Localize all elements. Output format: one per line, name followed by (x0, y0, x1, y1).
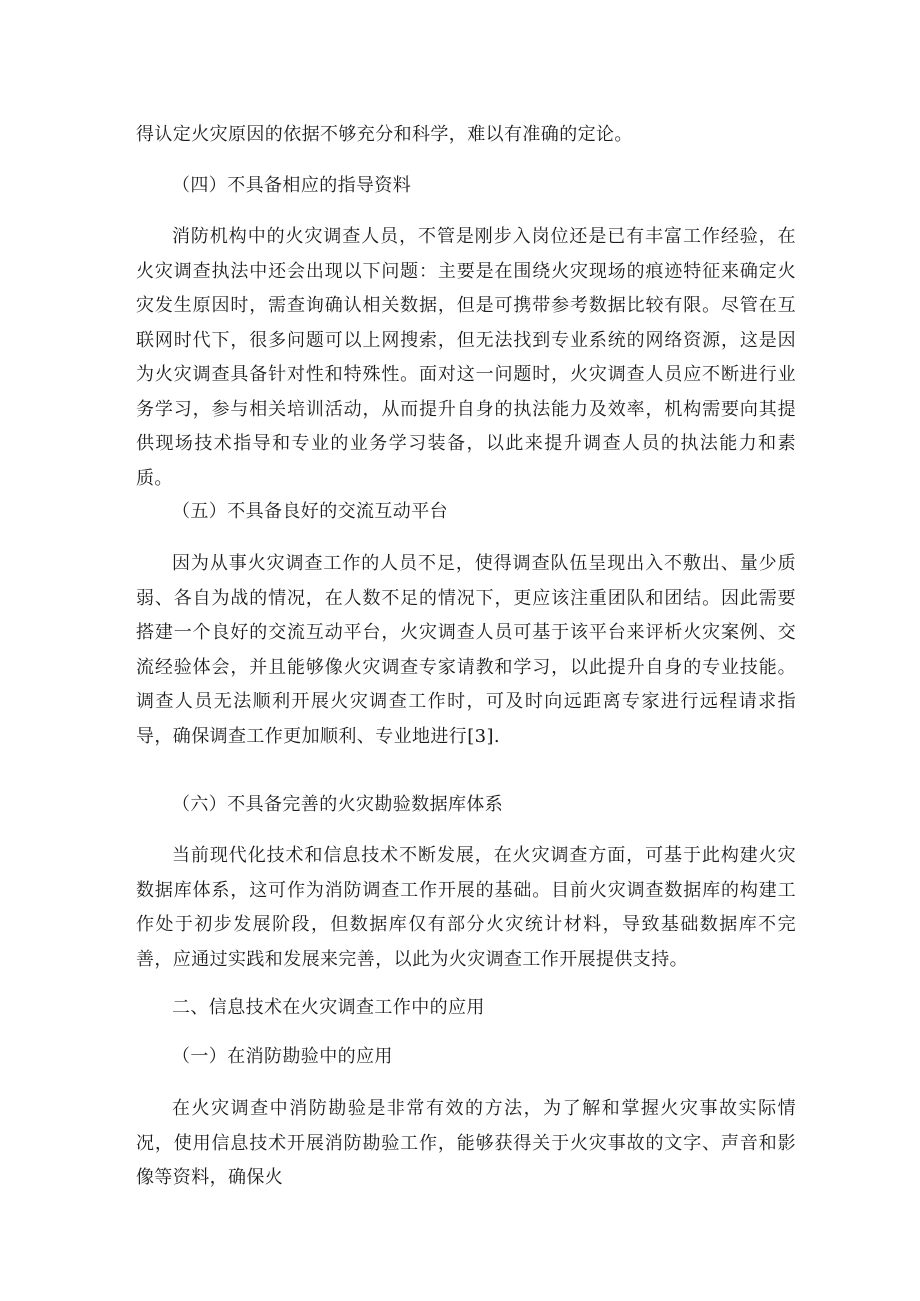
heading-section-5: （五）不具备良好的交流互动平台 (172, 501, 448, 522)
paragraph-section-4: 消防机构中的火灾调查人员，不管是刚步入岗位还是已有丰富工作经验，在火灾调查执法中还会出现以下问题：主要是在围绕火灾现场的痕迹特征来确定火灾发生原因时，需查询确认相关数据，但是可携带参考数据比较有限。尽管在互联网时代下，很多问题可以上网搜索，但无法找到专业系统的网络资源，这是因为火灾调查具备针对性和特殊性。面对这一问题时，火灾调查人员应不断进行业务学习，参与相关培训活动，从而提升自身的执法能力及效率，机构需要向其提供现场技术指导和专业的业务学习装备，以此来提升调查人员的执法能力和素质。 (136, 226, 796, 489)
heading-section-2-1: （一）在消防勘验中的应用 (172, 1046, 393, 1067)
paragraph-section-2-1: 在火灾调查中消防勘验是非常有效的方法，为了解和掌握火灾事故实际情况，使用信息技术开展消防勘验工作，能够获得关于火灾事故的文字、声音和影像等资料，确保火 (136, 1098, 796, 1188)
heading-chapter-2: 二、信息技术在火灾调查工作中的应用 (172, 997, 485, 1018)
heading-section-6: （六）不具备完善的火灾勘验数据库体系 (172, 794, 504, 815)
paragraph-intro-tail: 得认定火灾原因的依据不够充分和科学，难以有准确的定论。 (136, 124, 633, 145)
paragraph-section-5: 因为从事火灾调查工作的人员不足，使得调查队伍呈现出入不敷出、量少质弱、各自为战的情况，在人数不足的情况下，更应该注重团队和团结。因此需要搭建一个良好的交流互动平台，火灾调查人员可基于该平台来评析火灾案例、交流经验体会，并且能够像火灾调查专家请教和学习，以此提升自身的专业技能。调查人员无法顺利开展火灾调查工作时，可及时向远距离专家进行远程请求指导，确保调查工作更加顺利、专业地进行[3]. (136, 553, 796, 747)
heading-section-4: （四）不具备相应的指导资料 (172, 175, 412, 196)
paragraph-section-6: 当前现代化技术和信息技术不断发展，在火灾调查方面，可基于此构建火灾数据库体系，这可作为消防调查工作开展的基础。目前火灾调查数据库的构建工作处于初步发展阶段，但数据库仅有部分火灾统计材料，导致基础数据库不完善，应通过实践和发展来完善，以此为火灾调查工作开展提供支持。 (136, 845, 796, 970)
